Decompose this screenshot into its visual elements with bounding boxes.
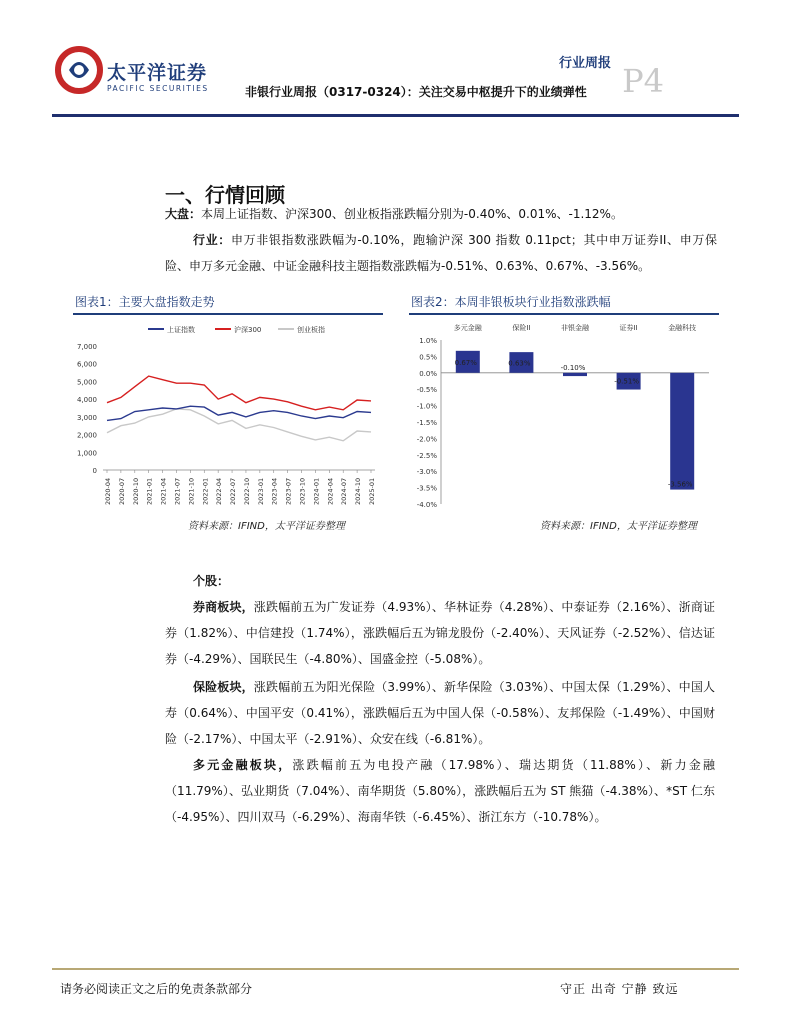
legend-label: 上证指数 bbox=[167, 326, 195, 334]
x-tick-label: 2022-01 bbox=[201, 477, 210, 505]
y-tick-label: -3.5% bbox=[416, 484, 437, 493]
x-tick-label: 2023-10 bbox=[298, 477, 307, 505]
logo-name-en: PACIFIC SECURITIES bbox=[107, 84, 209, 93]
data-label: -0.51% bbox=[614, 377, 639, 386]
y-tick-label: 0 bbox=[92, 467, 97, 475]
bar bbox=[563, 373, 587, 376]
x-tick-label: 2022-10 bbox=[242, 477, 251, 505]
market-label: 大盘： bbox=[165, 207, 202, 221]
x-tick-label: 2020-04 bbox=[104, 477, 112, 505]
y-tick-label: 0.0% bbox=[419, 369, 437, 378]
data-label: 0.63% bbox=[508, 359, 531, 368]
footer-motto: 守正 出奇 宁静 致远 bbox=[560, 982, 679, 996]
data-label: -0.10% bbox=[560, 364, 586, 373]
data-label: 0.67% bbox=[454, 358, 477, 367]
y-tick-label: -0.5% bbox=[416, 386, 437, 395]
insurance-text: 涨跌幅前五为阳光保险（3.99%）、新华保险（3.03%）、中国太保（1.29%）、中国人寿（0.64%）、中国平安（0.41%），涨跌幅后五为中国人保（-0.58%）、友邦保险（-1.49%）、中国财险（-2.17%）、中国太平（-2.91%）、众安在线（-6.81%）。 bbox=[165, 680, 715, 746]
x-tick-label: 2023-07 bbox=[284, 477, 293, 505]
diversified-label: 多元金融板块， bbox=[193, 758, 293, 772]
report-type: 行业周报 bbox=[558, 56, 611, 71]
x-tick-label: 2024-07 bbox=[340, 477, 349, 505]
y-tick-label: -2.0% bbox=[416, 435, 437, 444]
category-label: 非银金融 bbox=[561, 324, 589, 332]
y-tick-label: 1,000 bbox=[76, 449, 97, 458]
section-title: 一、行情回顾 bbox=[165, 183, 285, 207]
x-tick-label: 2024-01 bbox=[312, 477, 321, 505]
y-tick-label: 6,000 bbox=[76, 360, 97, 369]
company-logo bbox=[55, 40, 215, 100]
figure2-bar-chart bbox=[409, 318, 721, 513]
y-tick-label: -1.0% bbox=[416, 402, 437, 411]
x-tick-label: 2020-10 bbox=[131, 477, 140, 505]
x-tick-label: 2024-04 bbox=[326, 477, 335, 505]
industry-paragraph bbox=[165, 227, 717, 279]
figure1-source: 资料来源：IFIND，太平洋证券整理 bbox=[188, 521, 345, 532]
industry-label: 行业： bbox=[193, 233, 231, 247]
stocks-heading: 个股： bbox=[193, 574, 230, 588]
category-label: 证券II bbox=[619, 324, 638, 332]
page-number: P4 bbox=[622, 62, 664, 100]
bar bbox=[667, 373, 694, 490]
market-text: 本周上证指数、沪深300、创业板指涨跌幅分别为-0.40%、0.01%、-1.12%。 bbox=[201, 207, 623, 221]
x-tick-label: 2022-07 bbox=[229, 477, 238, 505]
insurance-paragraph bbox=[165, 674, 715, 752]
x-tick-label: 2024-10 bbox=[354, 477, 363, 505]
category-label: 金融科技 bbox=[668, 324, 697, 332]
diversified-paragraph bbox=[165, 752, 715, 830]
y-tick-label: 7,000 bbox=[76, 343, 97, 351]
figure1-rule bbox=[73, 313, 383, 315]
industry-text: 申万非银指数涨跌幅为-0.10%，跑输沪深 300 指数 0.11pct；其中申万证券II、申万保险、申万多元金融、中证金融科技主题指数涨跌幅为-0.51%、0.63%、0.67%、-3.56%。 bbox=[165, 233, 717, 273]
x-tick-label: 2025-01 bbox=[368, 477, 376, 505]
x-tick-label: 2021-10 bbox=[187, 477, 196, 505]
logo-emblem-icon bbox=[55, 46, 103, 94]
report-title: 非银行业周报（0317-0324）：关注交易中枢提升下的业绩弹性 bbox=[245, 85, 587, 99]
series-line-2 bbox=[107, 409, 371, 441]
data-label: -3.56% bbox=[667, 480, 693, 489]
x-tick-label: 2023-01 bbox=[256, 477, 265, 505]
category-label: 多元金融 bbox=[453, 324, 482, 332]
figure2-rule bbox=[409, 313, 719, 315]
y-tick-label: 2,000 bbox=[76, 431, 97, 440]
brokers-text: 涨跌幅前五为广发证券（4.93%）、华林证券（4.28%）、中泰证券（2.16%）、浙商证券（1.82%）、中信建投（1.74%），涨跌幅后五为锦龙股份（-2.40%）、天风证券（-2.52%）、信达证券（-4.29%）、国联民生（-4.80%）、国盛金控（-5.08%）。 bbox=[165, 600, 715, 666]
figure1-title: 图表1：主要大盘指数走势 bbox=[75, 295, 215, 309]
y-tick-label: -2.5% bbox=[416, 451, 437, 460]
category-label: 保险II bbox=[512, 324, 531, 332]
y-tick-label: 5,000 bbox=[76, 378, 97, 387]
x-tick-label: 2022-04 bbox=[215, 477, 224, 505]
legend-label: 沪深300 bbox=[234, 326, 262, 334]
legend-label: 创业板指 bbox=[297, 326, 325, 334]
figure1-line-chart bbox=[73, 318, 385, 513]
insurance-label: 保险板块， bbox=[193, 680, 254, 694]
x-tick-label: 2023-04 bbox=[270, 477, 279, 505]
logo-name-cn: 太平洋证券 bbox=[107, 62, 208, 84]
y-tick-label: -3.0% bbox=[416, 468, 437, 477]
brokers-paragraph bbox=[165, 594, 715, 672]
y-tick-label: -4.0% bbox=[416, 501, 437, 509]
x-tick-label: 2021-04 bbox=[159, 477, 168, 505]
y-tick-label: -1.5% bbox=[416, 419, 437, 427]
y-tick-label: 1.0% bbox=[419, 337, 437, 345]
footer-disclaimer: 请务必阅读正文之后的免责条款部分 bbox=[60, 982, 253, 996]
y-tick-label: 4,000 bbox=[76, 396, 97, 405]
footer-divider bbox=[52, 968, 739, 970]
diversified-text: 涨跌幅前五为电投产融（17.98%）、瑞达期货（11.88%）、新力金融（11.79%）、弘业期货（7.04%）、南华期货（5.80%），涨跌幅后五为 ST 熊猫（-4.38%）、*ST 仁东（-4.95%）、四川双马（-6.29%）、海南华铁（-6.45%）、浙江东方（-10.78%）。 bbox=[165, 758, 715, 824]
series-line-1 bbox=[107, 376, 371, 410]
y-tick-label: 0.5% bbox=[419, 353, 437, 362]
x-tick-label: 2021-01 bbox=[145, 477, 154, 505]
figure2-title: 图表2：本周非银板块行业指数涨跌幅 bbox=[411, 295, 611, 309]
header-divider bbox=[52, 114, 739, 117]
x-tick-label: 2020-07 bbox=[117, 477, 126, 505]
x-tick-label: 2021-07 bbox=[173, 477, 182, 505]
figure2-source: 资料来源：IFIND，太平洋证券整理 bbox=[540, 521, 697, 532]
y-tick-label: 3,000 bbox=[76, 413, 97, 422]
market-paragraph bbox=[165, 201, 715, 227]
brokers-label: 券商板块， bbox=[193, 600, 254, 614]
